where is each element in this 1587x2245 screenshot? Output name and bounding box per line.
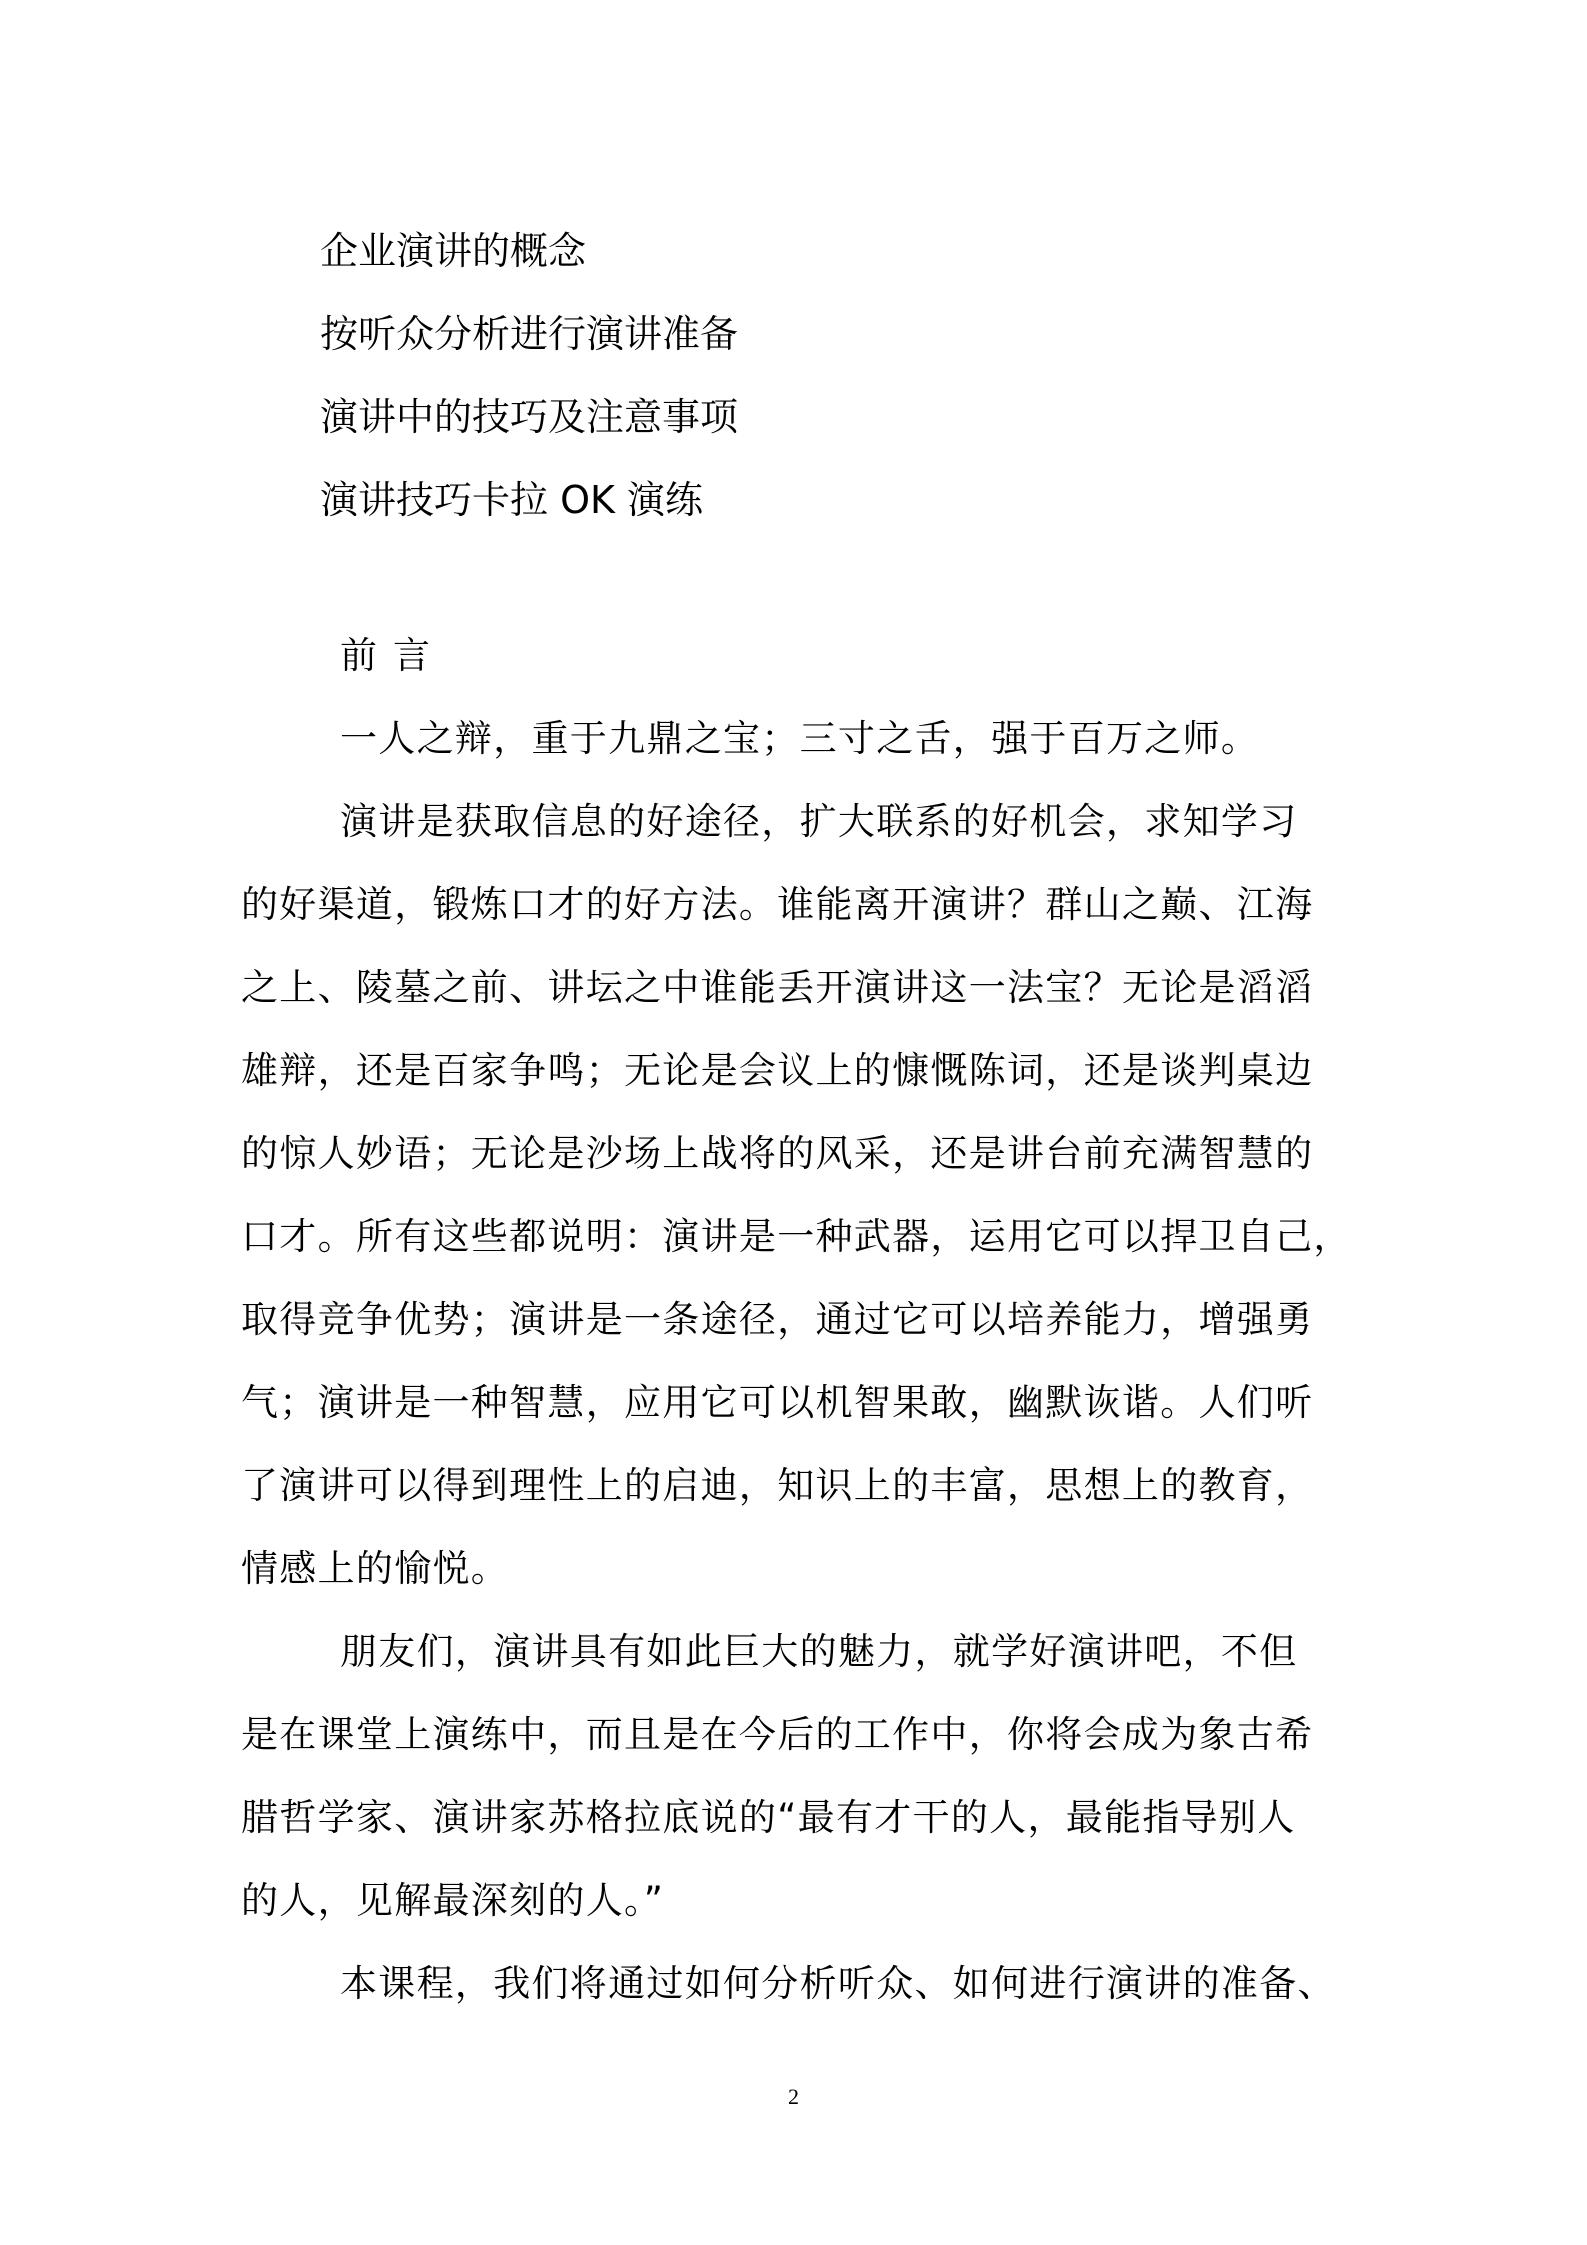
toc-item: 企业演讲的概念	[320, 229, 587, 273]
text-line: 是在课堂上演练中，而且是在今后的工作中，你将会成为象古希	[241, 1713, 1314, 1756]
text-line: 腊哲学家、演讲家苏格拉底说的“最有才干的人，最能指导别人	[241, 1796, 1296, 1839]
text-line: 朋友们，演讲具有如此巨大的魅力，就学好演讲吧，不但	[340, 1630, 1298, 1673]
paragraph-3	[241, 1942, 1351, 2025]
toc-item: 按听众分析进行演讲准备	[320, 312, 739, 356]
preface-heading	[241, 614, 1351, 697]
paragraph-1	[241, 780, 1351, 1610]
paragraph-2	[241, 1610, 1351, 1942]
text-line: 的惊人妙语；无论是沙场上战将的风采，还是讲台前充满智慧的	[241, 1132, 1314, 1175]
text-line: 之上、陵墓之前、讲坛之中谁能丢开演讲这一法宝？无论是滔滔	[241, 966, 1314, 1009]
text-line: 雄辩，还是百家争鸣；无论是会议上的慷慨陈词，还是谈判桌边	[241, 1049, 1314, 1092]
heading-char: 前	[340, 634, 377, 677]
text-line: 情感上的愉悦。	[241, 1547, 510, 1590]
text-line: 了演讲可以得到理性上的启迪，知识上的丰富，思想上的教育，	[241, 1464, 1314, 1507]
heading-char: 言	[393, 634, 430, 677]
toc-item: 演讲技巧卡拉 OK 演练	[320, 478, 703, 522]
preface-motto: 一人之辩，重于九鼎之宝；三寸之舌，强于百万之师。	[340, 717, 1260, 760]
table-of-contents	[320, 210, 738, 542]
toc-item: 演讲中的技巧及注意事项	[320, 395, 739, 439]
text-line: 的人，见解最深刻的人。”	[241, 1879, 665, 1922]
text-line: 本课程，我们将通过如何分析听众、如何进行演讲的准备、	[340, 1962, 1336, 2005]
text-line: 气；演讲是一种智慧，应用它可以机智果敢，幽默诙谐。人们听	[241, 1381, 1314, 1424]
text-line: 取得竞争优势；演讲是一条途径，通过它可以培养能力，增强勇	[241, 1298, 1314, 1341]
page-number: 2	[788, 2084, 799, 2109]
text-line: 口才。所有这些都说明：演讲是一种武器，运用它可以捍卫自己，	[241, 1215, 1352, 1258]
preface-section	[241, 614, 1351, 2025]
text-line: 演讲是获取信息的好途径，扩大联系的好机会，求知学习	[340, 800, 1298, 843]
text-line: 的好渠道，锻炼口才的好方法。谁能离开演讲？群山之巅、江海	[241, 883, 1314, 926]
